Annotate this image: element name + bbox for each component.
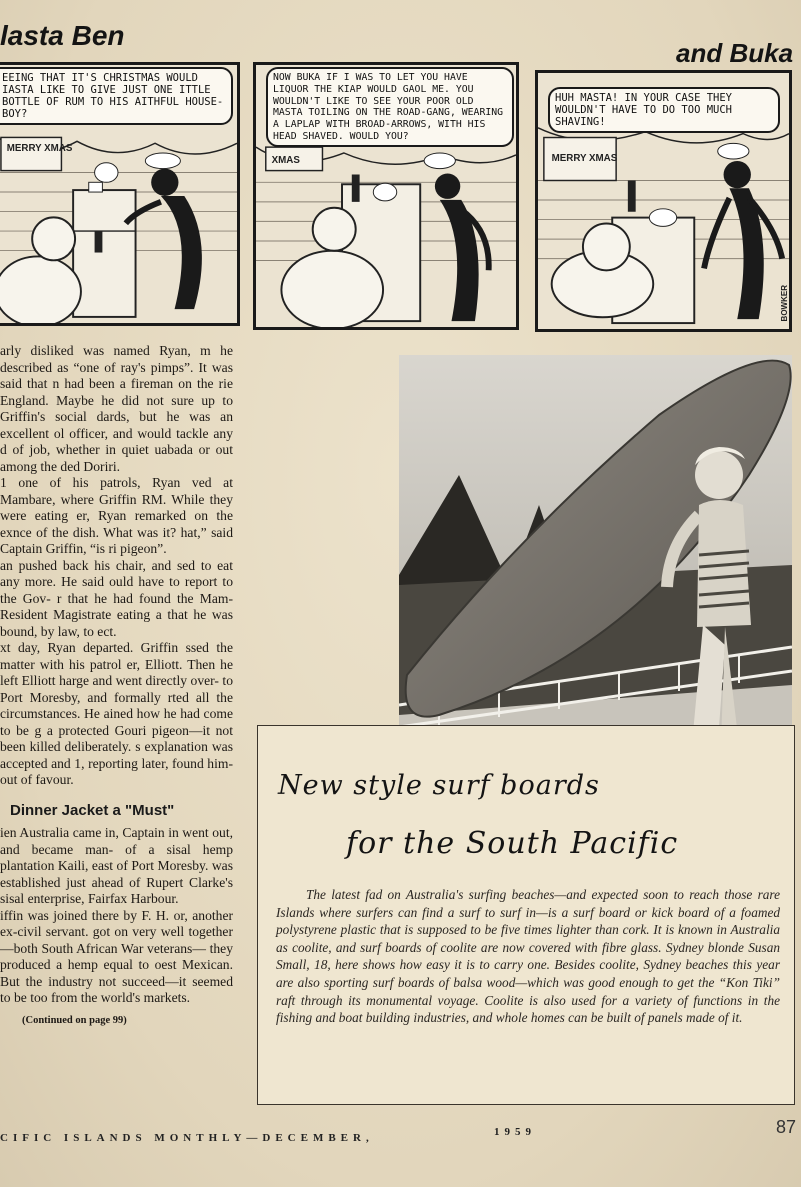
feature-headline-line1: New style surf boards [278,770,600,801]
strip-title-left: lasta Ben [0,20,125,51]
comic-panel-2 [253,62,519,330]
speech-bubble-3: HUH MASTA! IN YOUR CASE THEY WOULDN'T HAVE TO DO TOO MUCH SHAVING! [548,87,780,133]
article-paragraph-2: 1 one of his patrols, Ryan ved at Mambare, where Griffin RM. While they were eating er, Ryan remarked on the exnce of the dish. What was it? hat,” said Captain Griffin, “is ri pigeon”. [0,475,233,556]
sign-text-3: MERRY XMAS [551,152,618,164]
article-subheading: Dinner Jacket a "Must" [10,801,175,819]
artist-signature: BOWKER [780,285,789,322]
article-paragraph-5: ien Australia came in, Captain in went out, and became man- of a sisal hemp plantation Kaili, east of Port Moresby. was established just ahead of Rupert Clarke's sisal enterprise, Fairfax Harbour. [0,825,233,906]
comic-panel-1 [0,62,240,326]
article-column [0,343,233,1029]
feature-caption-text: The latest fad on Australia's surfing beaches—and expected soon to reach those rare Islands where surfers can find a surf to surf in—is a surf board or kick board of a foamed polystyrene plastic that is supposed to be five times lighter than cork. It is known in Australia as coolite, and surf boards of coolite are now covered with fibre glass. Sydney blonde Susan Small, 18, here shows how easy it is to carry one. Besides coolite, Sydney beaches this year are also sporting surf boards of balsa wood—which was good enough to get the “Kon Tiki” raft through its monumental voyage. Coolite is also used for a variety of functions in the fishing and boat building industries, and whole homes can be built of panels made of it. [276,887,780,1026]
page-number: 87 [776,1117,797,1137]
publication-line: CIFIC ISLANDS MONTHLY—DECEMBER, [0,1132,374,1144]
article-paragraph-6: iffin was joined there by F. H. or, another ex-civil servant. got on very well together—both South African War veterans— they produced a hemp equal to oest Mexican. But the industry not succeed—it seemed to be too from the world's markets. [0,907,233,1005]
comic-panel-3 [535,70,792,332]
article-paragraph-1: arly disliked was named Ryan, m he described as “one of ray's pimps”. It was said that n had been a fireman on the rie England. Maybe he did not sure up to Griffin's social dards, but he was an excellent ol officer, and would tackle any d of job, whether in quiet uabada or out among the ded Doriri. [0,343,233,474]
strip-title-right: and Buka [676,38,794,68]
publication-year: 1959 [494,1126,536,1138]
speech-bubble-2: NOW BUKA IF I WAS TO LET YOU HAVE LIQUOR THE KIAP WOULD GAOL ME. YOU WOULDN'T LIKE TO SEE YOUR POOR OLD MASTA TOILING ON THE ROAD-GANG, WEARING A LAPLAP WITH BROAD-ARROWS, WITH HIS HEAD SHAVED. WOULD YOU? [266,67,514,147]
sign-text-1: MERRY XMAS [6,143,73,155]
speech-bubble-1: EEING THAT IT'S CHRISTMAS WOULD IASTA LIKE TO GIVE JUST ONE ITTLE BOTTLE OF RUM TO HIS AITHFUL HOUSE-BOY? [0,67,233,125]
page-footer [0,1124,801,1144]
feature-headline-line2: for the South Pacific [346,826,679,861]
sign-text-2: XMAS [271,154,300,166]
article-paragraph-4: xt day, Ryan departed. Griffin ssed the matter with his patrol er, Elliott. Then he left Elliott harge and went directly over- to Port Moresby, and formally rted all the circumstances. He ained how he had come to be g a protected Gouri pigeon—it not been killed deliberately. s explanation was accepted and 1, reporting later, found him- out of favour. [0,640,233,787]
article-paragraph-3: an pushed back his chair, and sed to eat any more. He said ould have to report to the Gov- r that he had found the Mam- Resident Magistrate eating a that he was bound, by law, to ect. [0,557,233,639]
feature-caption-box [257,725,795,1105]
continued-note: (Continued on page 99) [22,1014,127,1026]
